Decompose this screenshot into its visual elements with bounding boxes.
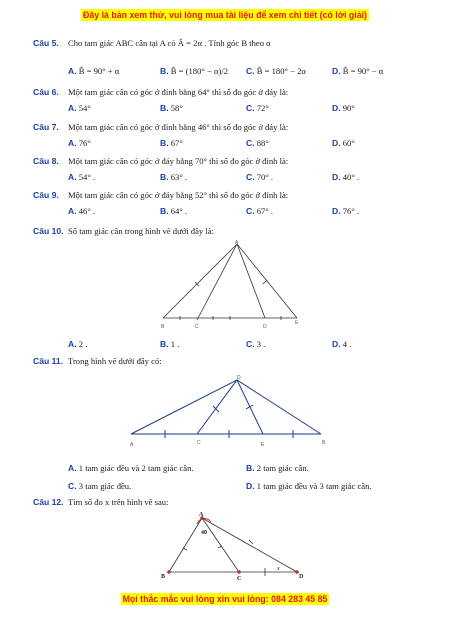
option-label: A. bbox=[68, 339, 77, 349]
vertex-label: E bbox=[261, 442, 265, 448]
option-label: D. bbox=[332, 339, 341, 349]
question-12 bbox=[0, 497, 450, 509]
vertex-label: C bbox=[197, 440, 201, 446]
option-c[interactable]: C. B̂ = 180° − 2α bbox=[246, 66, 306, 76]
question-number: Câu 12. bbox=[33, 497, 64, 507]
question-8 bbox=[0, 156, 450, 168]
figure-q11 bbox=[125, 372, 335, 452]
option-b[interactable]: B. 67° bbox=[160, 138, 183, 148]
question-number: Câu 6. bbox=[33, 87, 59, 97]
option-a[interactable]: A. B̂ = 90° + α bbox=[68, 66, 120, 76]
option-b[interactable]: B. 63° . bbox=[160, 172, 188, 182]
option-label: A. bbox=[68, 103, 77, 113]
option-label: C. bbox=[68, 481, 77, 491]
option-c[interactable]: C. 3 tam giác đều. bbox=[68, 481, 132, 491]
question-number: Câu 9. bbox=[33, 190, 59, 200]
option-d[interactable]: D. 4 . bbox=[332, 339, 352, 349]
option-b[interactable]: B. 2 tam giác cân. bbox=[246, 463, 309, 473]
option-label: B. bbox=[160, 339, 169, 349]
option-c[interactable]: C. 3 . bbox=[246, 339, 266, 349]
question-text: Một tam giác cân có góc ở đáy bằng 70° thì số đo góc ở đỉnh là: bbox=[68, 156, 289, 166]
option-label: C. bbox=[246, 206, 255, 216]
question-number: Câu 7. bbox=[33, 122, 59, 132]
question-11 bbox=[0, 356, 450, 368]
option-d[interactable]: D. 90° bbox=[332, 103, 355, 113]
option-d[interactable]: D. 60° bbox=[332, 138, 355, 148]
vertex-label: D bbox=[237, 375, 241, 381]
question-text: Một tam giác cân có góc ở đỉnh bằng 46° thì số đo góc ở đáy là: bbox=[68, 122, 289, 132]
vertex-label: C bbox=[195, 324, 199, 330]
question-7 bbox=[0, 122, 450, 134]
vertex-label: D bbox=[299, 574, 304, 580]
question-text: Tìm số đo x trên hình vẽ sau: bbox=[68, 497, 169, 507]
option-b[interactable]: B. 1 . bbox=[160, 339, 180, 349]
option-label: C. bbox=[246, 339, 255, 349]
option-c[interactable]: C. 67° . bbox=[246, 206, 274, 216]
option-label: C. bbox=[246, 172, 255, 182]
option-label: D. bbox=[332, 206, 341, 216]
question-number: Câu 8. bbox=[33, 156, 59, 166]
vertex-label: C bbox=[237, 576, 242, 582]
option-label: C. bbox=[246, 103, 255, 113]
option-label: A. bbox=[68, 138, 77, 148]
option-d[interactable]: D. 1 tam giác đều và 3 tam giác cân. bbox=[246, 481, 372, 491]
option-label: C. bbox=[246, 138, 255, 148]
figure-q10 bbox=[155, 240, 305, 332]
option-a[interactable]: A. 2 . bbox=[68, 339, 88, 349]
option-label: D. bbox=[332, 138, 341, 148]
vertex-label: E bbox=[295, 320, 299, 326]
question-text: Một tam giác cân có góc ở đáy bằng 52° thì số đo góc ở đỉnh là: bbox=[68, 190, 289, 200]
option-label: A. bbox=[68, 463, 77, 473]
option-c[interactable]: C. 72° bbox=[246, 103, 269, 113]
option-label: D. bbox=[332, 103, 341, 113]
option-a[interactable]: A. 76° bbox=[68, 138, 91, 148]
option-b[interactable]: B. 64° . bbox=[160, 206, 188, 216]
option-a[interactable]: A. 54° . bbox=[68, 172, 96, 182]
option-label: A. bbox=[68, 206, 77, 216]
option-label: B. bbox=[160, 103, 169, 113]
question-10 bbox=[0, 226, 450, 238]
option-label: D. bbox=[246, 481, 255, 491]
vertex-label: A bbox=[235, 240, 239, 246]
option-label: B. bbox=[160, 172, 169, 182]
question-number: Câu 11. bbox=[33, 356, 64, 366]
vertex-label: B bbox=[161, 324, 165, 330]
option-label: D. bbox=[332, 172, 341, 182]
vertex-label: D bbox=[263, 324, 267, 330]
figure-q12 bbox=[155, 510, 310, 582]
option-b[interactable]: B. B̂ = (180° − α)/2 bbox=[160, 66, 229, 76]
question-number: Câu 5. bbox=[33, 38, 59, 48]
vertex-label: B bbox=[161, 574, 166, 580]
option-label: A. bbox=[68, 66, 77, 76]
option-label: B. bbox=[160, 206, 169, 216]
option-d[interactable]: D. B̂ = 90° − α bbox=[332, 66, 384, 76]
angle-label-x: x bbox=[277, 566, 280, 572]
option-a[interactable]: A. 54° bbox=[68, 103, 91, 113]
question-number: Câu 10. bbox=[33, 226, 64, 236]
vertex-label: B bbox=[322, 440, 326, 446]
option-a[interactable]: A. 46° . bbox=[68, 206, 96, 216]
question-text: Cho tam giác ABC cân tại A có Â = 2α . Tính góc B theo α bbox=[68, 38, 271, 48]
option-label: B. bbox=[160, 66, 169, 76]
option-b[interactable]: B. 58° bbox=[160, 103, 183, 113]
question-9 bbox=[0, 190, 450, 202]
preview-banner: Đây là bản xem thử, vui lòng mua tài liệu để xem chi tiết (có lời giải) bbox=[83, 10, 367, 20]
option-c[interactable]: C. 88° bbox=[246, 138, 269, 148]
question-text: Một tam giác cân có góc ở đỉnh bằng 64° thì số đo góc ở đáy là: bbox=[68, 87, 289, 97]
option-label: B. bbox=[246, 463, 255, 473]
vertex-label: A bbox=[130, 442, 134, 448]
option-label: C. bbox=[246, 66, 255, 76]
option-label: A. bbox=[68, 172, 77, 182]
angle-label: 40 bbox=[201, 530, 207, 536]
option-label: D. bbox=[332, 66, 341, 76]
question-5 bbox=[0, 38, 450, 50]
question-6 bbox=[0, 87, 450, 99]
option-a[interactable]: A. 1 tam giác đều và 2 tam giác cân. bbox=[68, 463, 194, 473]
vertex-label: A bbox=[199, 512, 204, 518]
contact-footer: Mọi thắc mắc vui lòng xin vui lòng: 084 283 45 85 bbox=[122, 594, 328, 604]
question-text: Số tam giác cân trong hình vẽ dưới đây là: bbox=[68, 226, 214, 236]
question-text: Trong hình vẽ dưới đây có: bbox=[68, 356, 162, 366]
option-d[interactable]: D. 76° . bbox=[332, 206, 360, 216]
option-d[interactable]: D. 40° . bbox=[332, 172, 360, 182]
option-c[interactable]: C. 70° . bbox=[246, 172, 274, 182]
option-label: B. bbox=[160, 138, 169, 148]
